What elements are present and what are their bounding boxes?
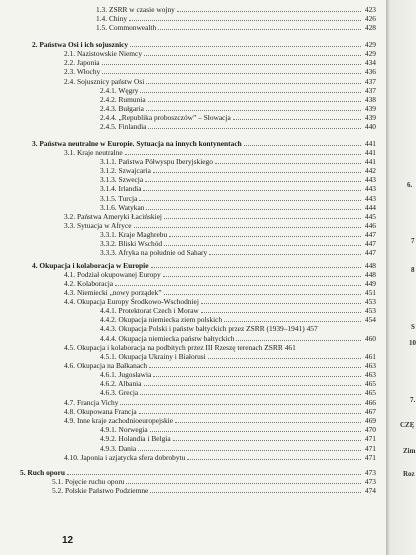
leader-dots [173,440,361,441]
toc-entry-number: 2.4.3. [100,104,117,113]
toc-page-number: 463 [364,361,376,370]
toc-entry-text: Państwa Półwyspu Iberyjskiego [118,157,213,166]
toc-page-number: 471 [364,434,376,443]
leader-dots [175,422,361,423]
toc-entry-number: 3.3.3. [100,248,117,257]
leader-dots [169,236,361,237]
toc-entry [100,121,376,131]
toc-entry-number: 2. [32,40,38,49]
toc-entry-text: Pojęcie ruchu oporu [64,477,125,486]
toc-page-number: 437 [364,77,376,86]
toc-entry-number: 4.10. [64,453,79,462]
leader-dots [164,245,361,246]
toc-entry-text: Podział okupowanej Europy [76,270,161,279]
toc-page-number: 454 [364,315,376,324]
toc-page-number: 443 [364,194,376,203]
toc-page-number: 429 [364,49,376,58]
toc-page-number: 447 [364,230,376,239]
toc-entry-number: 2.4.4. [100,113,117,122]
toc-page-number: 463 [364,370,376,379]
leader-dots [153,376,361,377]
toc-entry-text: Okupacja i kolaboracja na podbitych przez III Rzeszę terenach ZSRR [76,343,283,352]
leader-dots [208,358,361,359]
toc-entry [100,247,376,257]
leader-dots [130,46,361,47]
leader-dots [126,483,361,484]
leader-dots [139,413,361,414]
leader-dots [102,73,361,74]
leader-dots [140,92,361,93]
toc-page-number: 461 [364,352,376,361]
facing-page-fragment: Zim [403,447,416,455]
facing-page-fragment: CZĘ [400,421,415,429]
toc-page-number: 453 [364,297,376,306]
toc-entry-text: Dania [118,444,137,453]
toc-page-number: 441 [364,139,376,148]
toc-page-number: 461 [284,343,296,352]
toc-entry-title [100,388,138,397]
toc-page-number: 423 [364,5,376,14]
leader-dots [187,459,361,460]
toc-entry-number: 3.3.2. [100,239,117,248]
toc-entry-number: 4.6.3. [100,388,117,397]
page-number: 12 [62,535,74,546]
toc-page-number: 441 [364,148,376,157]
toc-entry-text: Irlandia [118,184,142,193]
leader-dots [151,267,362,268]
toc-page-number: 445 [364,212,376,221]
toc-entry-text: Sojusznicy państw Osi [76,77,145,86]
toc-entry-text: Nazistowskie Niemcy [76,49,143,58]
toc-entry [100,387,376,397]
toc-entry-number: 4.6.2. [100,379,117,388]
leader-dots [164,294,362,295]
leader-dots [120,404,361,405]
toc-entry-text: Albania [118,379,142,388]
toc-entry-number: 1.4. [96,14,108,23]
leader-dots [150,431,361,432]
toc-entry-number: 4.3. [64,288,76,297]
toc-page-number: 474 [364,486,376,495]
toc-entry-text: Chiny [108,14,128,23]
leader-dots [146,209,361,210]
toc-entry-number: 3.1.6. [100,203,117,212]
leader-dots [144,55,361,56]
toc-page-number: 469 [364,416,376,425]
toc-entry-text: Jugosławia [118,370,152,379]
toc-entry-text: Polskie Państwo Podziemne [64,486,149,495]
toc-page-number: 438 [364,95,376,104]
leader-dots [177,11,361,12]
toc-page-number: 442 [364,166,376,175]
toc-entry-text: Węgry [118,86,139,95]
toc-entry-number: 3.3. [64,221,76,230]
leader-dots [125,154,361,155]
toc-entry-title [100,122,146,131]
toc-entry-number: 4.9.1. [100,425,117,434]
toc-entry-title [52,486,148,495]
toc-entry-text: Okupacja i kolaboracja w Europie [39,261,149,270]
toc-page-number: 467 [364,407,376,416]
toc-page-number: 449 [364,279,376,288]
toc-entry-number: 4.4.1. [100,306,117,315]
leader-dots [153,172,361,173]
toc-entry-text: Szwecja [118,175,144,184]
toc-entry-text: Sytuacja w Afryce [76,221,132,230]
toc-page-number: 453 [364,306,376,315]
toc-entry-text: Kraje neutralne [76,148,123,157]
toc-entry-number: 3.1.3. [100,175,117,184]
toc-entry-text: Japonia i azjatycka sfera dobrobytu [80,453,186,462]
toc-entry-text: Grecja [118,388,139,397]
toc-entry-text: Afryka na południe od Sahary [118,248,208,257]
leader-dots [233,119,361,120]
toc-entry-number: 4.9. [64,416,76,425]
toc-entry-number: 4. [32,261,38,270]
leader-dots [139,200,361,201]
toc-page-number: 434 [364,58,376,67]
facing-page-fragment: 8 [411,266,415,274]
toc-entry-number: 2.4.2. [100,95,117,104]
toc-page-number: 443 [364,175,376,184]
toc-entry-text: Okupacja niemiecka ziem polskich [118,315,223,324]
toc-entry-text: Ruch oporu [27,468,65,477]
leader-dots [150,492,361,493]
toc-entry-number: 4.7. [64,398,76,407]
leader-dots [164,218,361,219]
leader-dots [236,340,361,341]
toc-entry-number: 4.4.4. [100,334,117,343]
toc-entry [64,452,376,462]
toc-entry-title [100,184,141,193]
leader-dots [158,29,361,30]
toc-entry-number: 2.4. [64,77,76,86]
toc-entry-number: 5.2. [52,486,64,495]
toc-entry-number: 4.6. [64,361,76,370]
toc-entry-number: 4.9.2. [100,434,117,443]
toc-entry-text: Kraje Maghrebu [118,230,168,239]
toc-page-number: 471 [364,444,376,453]
toc-page-number: 473 [364,468,376,477]
toc-page-number: 448 [364,270,376,279]
toc-entry-text: Państwa neutralne w Europie. Sytuacja na innych kontynentach [39,139,242,148]
toc-page-number: 436 [364,67,376,76]
toc-entry-title [100,324,305,333]
toc-entry-number: 3.1.5. [100,194,117,203]
toc-entry-number: 1.5. [96,23,108,32]
toc-page-number: 470 [364,425,376,434]
toc-page-number: 443 [364,184,376,193]
toc-entry-text: Niemiecki „nowy porządek” [76,288,162,297]
leader-dots [201,303,361,304]
toc-entry-text: Rumunia [118,95,146,104]
leader-dots [148,128,361,129]
toc-page-number: 428 [364,23,376,32]
leader-dots [129,20,361,21]
toc-entry-text: ZSRR w czasie wojny [108,5,175,14]
leader-dots [148,101,361,102]
toc-entry-number: 4.9.3. [100,444,117,453]
toc-entry-text: Okupacja niemiecka państw bałtyckich [118,334,235,343]
leader-dots [149,367,361,368]
toc-entry-number: 5. [20,468,26,477]
toc-entry-text: Szwajcaria [118,166,151,175]
toc-entry-text: Inne kraje zachodnioeuropejskie [76,416,173,425]
toc-page-number: 465 [364,379,376,388]
facing-page-fragment: 10 [409,339,416,347]
toc-entry [96,22,376,32]
toc-entry-text: Okupowana Francja [76,407,137,416]
toc-entry-text: Turcja [118,194,138,203]
toc-page-number: 439 [364,104,376,113]
toc-entry-number: 3.1.4. [100,184,117,193]
toc-entry-number: 3.2. [64,212,76,221]
toc-entry-text: Włochy [76,67,101,76]
toc-entry-text: Okupacja Polski i państw bałtyckich przez ZSRR (1939–1941) [118,324,305,333]
leader-dots [138,450,361,451]
toc-entry-title [64,67,100,76]
toc-entry-number: 4.4.2. [100,315,117,324]
toc-entry [64,66,376,76]
toc-page-number: 444 [364,203,376,212]
toc-entry-text: Bliski Wschód [118,239,163,248]
toc-entry-text: Państwa Ameryki Łacińskiej [76,212,162,221]
toc-entry-text: Państwa Osi i ich sojusznicy [39,40,129,49]
toc-entry-number: 4.2. [64,279,76,288]
toc-entry-text: Finlandia [118,122,147,131]
toc-entry-text: Okupacja Ukrainy i Białorusi [118,352,206,361]
leader-dots [163,276,361,277]
leader-dots [134,227,361,228]
facing-page-fragment: 7. [410,396,416,404]
toc-page-number: 440 [364,122,376,131]
toc-page-number: 460 [364,334,376,343]
leader-dots [146,83,361,84]
toc-entry-number: 5.1. [52,477,64,486]
toc-entry-number: 3.1.2. [100,166,117,175]
toc-entry-text: Francja Vichy [76,398,119,407]
leader-dots [146,110,361,111]
facing-page-fragment: S [411,323,415,331]
toc-page-number: 439 [364,113,376,122]
toc-entry-title [64,453,185,462]
toc-entry-text: Commonwealth [108,23,157,32]
toc-entry-title [100,248,207,257]
toc-page-number: 446 [364,221,376,230]
facing-page-fragment: 6. [407,181,413,189]
toc-entry-text: Norwegia [118,425,148,434]
toc-entry [100,323,376,333]
toc-page-number: 471 [364,453,376,462]
toc-page-number: 447 [364,248,376,257]
toc-page-number: 447 [364,239,376,248]
leader-dots [102,64,361,65]
toc-entry-text: Okupacja Europy Środkowo-Wschodniej [76,297,199,306]
toc-entry-text: „Republika proboszczów” – Słowacja [118,113,231,122]
toc-entry-number: 4.8. [64,407,76,416]
toc-entry-number: 2.4.5. [100,122,117,131]
toc-entry-number: 4.5.1. [100,352,117,361]
leader-dots [115,285,361,286]
toc-entry-number: 2.1. [64,49,76,58]
toc-entry-number: 4.4.3. [100,324,117,333]
toc-entry-number: 2.2. [64,58,76,67]
toc-page-number: 437 [364,86,376,95]
facing-page-edge [386,0,416,555]
toc-entry [100,183,376,193]
toc-entry-text: Protektorat Czech i Moraw [118,306,199,315]
toc-entry-title [100,434,171,443]
toc-entry-number: 2.4.1. [100,86,117,95]
toc-entry-title [96,23,156,32]
toc-entry-number: 2.3. [64,67,76,76]
toc-entry-number: 4.6.1. [100,370,117,379]
toc-entry [52,485,376,495]
leader-dots [244,145,361,146]
toc-page-number: 465 [364,388,376,397]
leader-dots [201,312,361,313]
toc-entry [100,433,376,443]
facing-page-fragment: Roz [403,470,415,478]
leader-dots [67,474,361,475]
toc-entry-text: Watykan [118,203,145,212]
toc-page-number: 429 [364,40,376,49]
toc-entry-number: 4.5. [64,343,76,352]
leader-dots [143,190,361,191]
leader-dots [209,254,361,255]
toc-entry-text: Japonia [76,58,100,67]
toc-page-number: 457 [306,324,318,333]
toc-entry-number: 3. [32,139,38,148]
toc-page-number: 473 [364,477,376,486]
toc-page-number: 426 [364,14,376,23]
toc-page-number: 441 [364,157,376,166]
leader-dots [140,394,361,395]
toc-entry-number: 4.1. [64,270,76,279]
toc-entry-number: 3.1.1. [100,157,117,166]
toc-entry-number: 4.4. [64,297,76,306]
leader-dots [215,163,361,164]
toc-entry-text: Kolaboracja [76,279,114,288]
toc-entry-number: 3.1. [64,148,76,157]
toc-page-number: 466 [364,398,376,407]
leader-dots [145,181,361,182]
toc-entry-number: 3.3.1. [100,230,117,239]
leader-dots [144,385,362,386]
toc-page-number: 451 [364,288,376,297]
toc-entry-number: 1.3. [96,5,108,14]
toc-page-number: 448 [364,261,376,270]
toc-entry-text: Bułgaria [118,104,144,113]
facing-page-fragment: 7 [411,237,415,245]
toc-entry-text: Okupacja na Bałkanach [76,361,148,370]
toc-entry-text: Holandia i Belgia [118,434,171,443]
leader-dots [224,321,361,322]
